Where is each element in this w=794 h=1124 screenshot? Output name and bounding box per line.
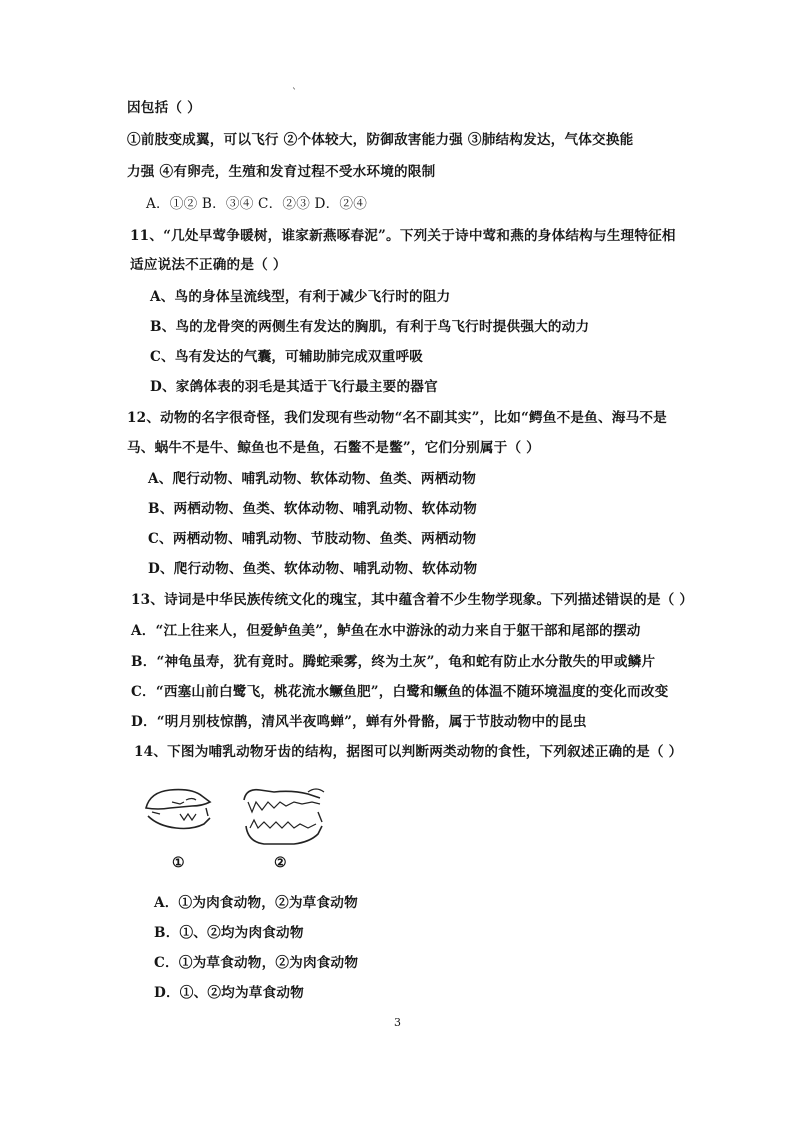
skull-2-drawing	[238, 782, 328, 852]
q14-option-d: D．①、②均为草食动物	[154, 985, 304, 1001]
q12-option-c: C、两栖动物、哺乳动物、节肢动物、鱼类、两栖动物	[148, 531, 477, 547]
q13-option-b: B．“神龟虽寿，犹有竟时。腾蛇乘雾，终为土灰”，龟和蛇有防止水分散失的甲或鳞片	[131, 654, 656, 670]
q10-stem-tail: 因包括（ ）	[127, 100, 201, 116]
q11-option-b: B、鸟的龙骨突的两侧生有发达的胸肌，有利于鸟飞行时提供强大的动力	[150, 319, 590, 335]
figure-1-label: ①	[172, 855, 185, 871]
q12-option-b: B、两栖动物、鱼类、软体动物、哺乳动物、软体动物	[148, 501, 477, 517]
figure-2-label: ②	[274, 855, 287, 871]
figure-skull-2	[238, 782, 328, 852]
q14-option-a: A．①为肉食动物，②为草食动物	[154, 895, 358, 911]
q12-option-d: D、爬行动物、鱼类、软体动物、哺乳动物、软体动物	[148, 561, 478, 577]
figure-skull-1	[140, 780, 220, 840]
q10-options-line-1: ①前肢变成翼，可以飞行 ②个体较大，防御敌害能力强 ③肺结构发达，气体交换能	[127, 132, 634, 148]
q12-option-a: A、爬行动物、哺乳动物、软体动物、鱼类、两栖动物	[148, 471, 477, 487]
page-number: 3	[394, 1016, 401, 1029]
scan-mark: ˋ	[292, 88, 297, 99]
q14-stem: 14、下图为哺乳动物牙齿的结构，据图可以判断两类动物的食性，下列叙述正确的是（ ）	[134, 744, 683, 760]
q14-option-c: C．①为草食动物，②为肉食动物	[154, 955, 359, 971]
q14-option-b: B．①、②均为肉食动物	[154, 925, 304, 941]
q11-option-a: A、鸟的身体呈流线型，有利于减少飞行时的阻力	[150, 289, 451, 305]
q10-options-line-2: 力强 ④有卵壳，生殖和发育过程不受水环境的限制	[127, 164, 436, 180]
q12-stem-line-1: 12、动物的名字很奇怪，我们发现有些动物“名不副其实”，比如“鳄鱼不是鱼、海马不是	[127, 410, 667, 426]
q10-choices: A．①② B．③④ C．②③ D．②④	[146, 196, 367, 212]
q11-stem-line-2: 适应说法不正确的是（ ）	[130, 257, 287, 273]
skull-1-drawing	[140, 780, 220, 840]
q13-option-d: D．“明月别枝惊鹊，清风半夜鸣蝉”，蝉有外骨骼，属于节肢动物中的昆虫	[131, 714, 587, 730]
q11-stem-line-1: 11、“几处早莺争暖树，谁家新燕啄春泥”。下列关于诗中莺和燕的身体结构与生理特征相	[130, 228, 676, 244]
q13-option-c: C．“西塞山前白鹭飞，桃花流水鳜鱼肥”，白鹭和鳜鱼的体温不随环境温度的变化而改变	[131, 684, 669, 700]
q11-option-c: C、鸟有发达的气囊，可辅助肺完成双重呼吸	[150, 349, 424, 365]
q12-stem-line-2: 马、蜗牛不是牛、鲸鱼也不是鱼，石鳖不是鳖”，它们分别属于（ ）	[127, 440, 540, 456]
q13-option-a: A．“江上往来人，但爱鲈鱼美”，鲈鱼在水中游泳的动力来自于躯干部和尾部的摆动	[131, 623, 641, 639]
q13-stem: 13、诗词是中华民族传统文化的瑰宝，其中蕴含着不少生物学现象。下列描述错误的是（ ）	[131, 592, 694, 608]
q11-option-d: D、家鸽体表的羽毛是其适于飞行最主要的器官	[150, 379, 438, 395]
